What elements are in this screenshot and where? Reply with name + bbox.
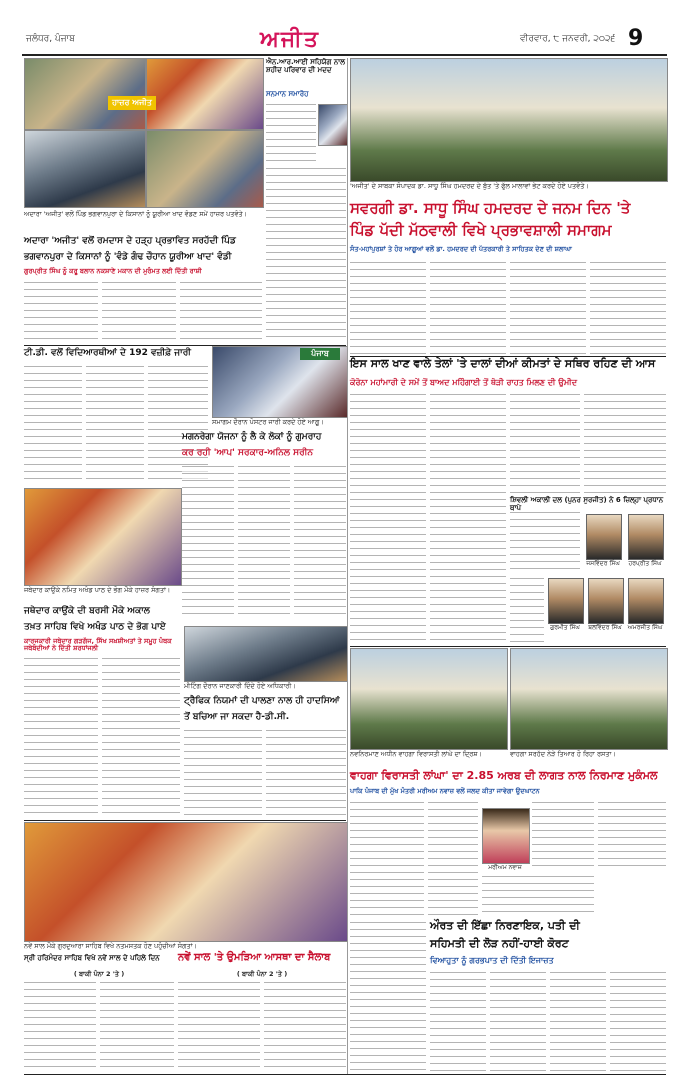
portrait-1	[586, 514, 622, 560]
story3-headline: ਸਵਰਗੀ ਡਾ. ਸਾਧੂ ਸਿੰਘ ਹਮਦਰਦ ਦੇ ਜਨਮ ਦਿਨ 'ਤੇ	[350, 199, 631, 217]
story10-col-4	[598, 802, 666, 870]
story12-col-1	[24, 982, 96, 1072]
story5-col-1	[350, 394, 426, 644]
story5-col-2	[430, 394, 506, 644]
story3-col-2	[430, 262, 506, 354]
story8-headline: ਜਥੇਦਾਰ ਕਾਉਂਕੇ ਦੀ ਬਰਸੀ ਮੌਕੇ ਅਕਾਲ	[24, 606, 150, 616]
story11-col-3	[550, 972, 606, 1072]
story11-headline-2: ਸਹਿਮਤੀ ਦੀ ਲੋੜ ਨਹੀਂ-ਹਾਈ ਕੋਰਟ	[430, 937, 569, 950]
story10-col-1	[350, 802, 424, 918]
section-rule-2	[350, 356, 666, 357]
story3-headline-2: ਪਿੰਡ ਪੱਦੀ ਮੱਠਵਾਲੀ ਵਿਖੇ ਪ੍ਰਭਾਵਸ਼ਾਲੀ ਸਮਾਗਮ	[350, 221, 612, 239]
story5-subhead: ਕੋਰੋਨਾ ਮਹਾਂਮਾਰੀ ਦੇ ਸਮੇਂ ਤੋਂ ਬਾਅਦ ਮਹਿੰਗਾਈ ਤੋਂ ਥੋੜੀ ਰਾਹਤ ਮਿਲਣ ਦੀ ਉਮੀਦ	[350, 378, 577, 387]
ajit-banner: ਹਾਜ਼ਰ ਅਜੀਤ	[108, 96, 156, 110]
story1-headline: ਅਦਾਰਾ 'ਅਜੀਤ' ਵਲੋਂ ਰਮਦਾਸ ਦੇ ਹੜ੍ਹ ਪ੍ਰਭਾਵਿਤ ਸਰਹੱਦੀ ਪਿੰਡ	[24, 236, 236, 246]
story9-headline-2: ਤੋਂ ਬਚਿਆ ਜਾ ਸਕਦਾ ਹੈ-ਡੀ.ਸੀ.	[184, 712, 290, 722]
story9-headline: ਟ੍ਰੈਫਿਕ ਨਿਯਮਾਂ ਦੀ ਪਾਲਣਾ ਨਾਲ ਹੀ ਹਾਦਸਿਆਂ	[184, 696, 340, 706]
photo-fertilizer-distribution-1	[24, 58, 146, 130]
story7-body	[510, 512, 580, 572]
story8-caption: ਜਥੇਦਾਰ ਕਾਉਂਕੇ ਨਮਿਤ ਅਖੰਡ ਪਾਠ ਦੇ ਭੋਗ ਮੌਕੇ ਹਾਜ਼ਰ ਸੰਗਤਾਂ।	[24, 586, 171, 594]
story5-col-3	[510, 394, 580, 494]
portrait-5-name: ਅਮਰਜੀਤ ਸਿੰਘ	[627, 624, 663, 631]
story7-body-cont	[510, 578, 544, 642]
story9-caption: ਮੀਟਿੰਗ ਦੌਰਾਨ ਜਾਣਕਾਰੀ ਦਿੰਦੇ ਹੋਏ ਅਧਿਕਾਰੀ।	[184, 682, 296, 690]
story2-body-cont	[266, 168, 346, 338]
story13-caption: ਸਮਾਗਮ ਦੌਰਾਨ ਪੋਸਟਰ ਜਾਰੀ ਕਰਦੇ ਹੋਏ ਆਗੂ।	[212, 418, 324, 426]
portrait-1-name: ਜਸਵਿੰਦਰ ਸਿੰਘ	[586, 560, 620, 567]
story8-col-1	[24, 658, 98, 818]
maryam-nawaz-label: ਮਰੀਅਮ ਨਵਾਜ਼	[488, 864, 522, 871]
portrait-3-name: ਗੁਰਮੀਤ ਸਿੰਘ	[550, 624, 580, 631]
story12-jump-2: ( ਬਾਕੀ ਪੰਨਾ 2 'ਤੇ )	[236, 970, 288, 978]
story12-col-2	[100, 982, 174, 1072]
story12-headline: ਸ੍ਰੀ ਹਰਿਮੰਦਰ ਸਾਹਿਬ ਵਿਖੇ ਨਵੇਂ ਸਾਲ ਦੇ ਪਹਿਲੇ ਦਿਨ	[24, 954, 160, 962]
story1-col-2	[102, 282, 176, 344]
story2-body	[266, 104, 316, 164]
story12-headline-2: ਨਵੇਂ ਸਾਲ 'ਤੇ ਉਮੜਿਆ ਆਸਥਾ ਦਾ ਸੈਲਾਬ	[178, 952, 331, 963]
story8-col-2	[102, 658, 180, 818]
story3-col-3	[510, 262, 586, 354]
photo-heritage-corridor-2	[510, 648, 668, 750]
story1-caption: ਅਦਾਰਾ 'ਅਜੀਤ' ਵਲੋਂ ਪਿੰਡ ਭਗਵਾਨਪੁਰਾ ਦੇ ਕਿਸਾਨਾਂ ਨੂੰ ਯੂਰੀਆ ਖਾਦ ਵੰਡਣ ਸਮੇਂ ਹਾਜ਼ਰ ਪਤਵੰਤੇ।	[24, 210, 248, 218]
story9-col-1	[184, 730, 262, 818]
story10-headline: ਵਾਹਗਾ ਵਿਰਾਸਤੀ ਲਾਂਘਾ' ਦਾ 2.85 ਅਰਬ ਦੀ ਲਾਗਤ ਨਾਲ ਨਿਰਮਾਣ ਮੁਕੰਮਲ	[350, 769, 658, 782]
story11-col-2	[490, 972, 546, 1072]
story5-headline: ਇਸ ਸਾਲ ਖਾਣ ਵਾਲੇ ਤੇਲਾਂ 'ਤੇ ਦਾਲਾਂ ਦੀਆਂ ਕੀਮਤਾਂ ਦੇ ਸਥਿਰ ਰਹਿਣ ਦੀ ਆਸ	[350, 357, 656, 370]
story10-col-2	[428, 802, 478, 918]
story3-subhead: ਸੰਤ-ਮਹਾਂਪੁਰਸ਼ਾਂ ਤੇ ਹੋਰ ਆਗੂਆਂ ਵਲੋਂ ਡਾ. ਹਮਦਰਦ ਦੀ ਪੱਤਰਕਾਰੀ ਤੇ ਸਾਹਿਤਕ ਦੇਣ ਦੀ ਸ਼ਲਾਘਾ	[350, 245, 572, 253]
story4-col-3	[148, 366, 208, 482]
story4-headline: ਟੀ.ਡੀ. ਵਲੋਂ ਵਿਦਿਆਰਥੀਆਂ ਦੇ 192 ਵਜ਼ੀਫ਼ੇ ਜਾਰੀ	[24, 348, 191, 358]
story6-headline: ਮਗਨਰੇਗਾ ਯੋਜਨਾ ਨੂੰ ਲੈ ਕੇ ਲੋਕਾਂ ਨੂੰ ਗੁਮਰਾਹ	[182, 432, 322, 442]
portrait-3	[548, 578, 584, 624]
story1-col-1	[24, 282, 98, 344]
photo-fertilizer-distribution-2	[146, 58, 264, 130]
story12-col-4	[264, 982, 346, 1072]
story6-col-3	[294, 466, 346, 620]
story1-headline-2: ਭਗਵਾਨਪੁਰਾ ਦੇ ਕਿਸਾਨਾਂ ਨੂੰ 'ਵੰਡੇ ਗੰਢ ਚੌਹਾਨ ਯੂਰੀਆ ਖਾਦ' ਵੰਡੀ	[24, 252, 232, 262]
story6-col-2	[238, 466, 290, 620]
story4-col-2	[86, 366, 144, 482]
photo-akhand-path	[24, 488, 182, 586]
portrait-4-name: ਬਲਵਿੰਦਰ ਸਿੰਘ	[588, 624, 622, 631]
photo-fertilizer-distribution-3	[24, 130, 146, 208]
photo-memorial-event	[350, 58, 668, 182]
story10-subhead: ਪਾਕਿ ਪੰਜਾਬ ਦੀ ਮੁੱਖ ਮੰਤਰੀ ਮਰੀਅਮ ਨਵਾਜ਼ ਵਲੋਂ ਜਲਦ ਕੀਤਾ ਜਾਵੇਗਾ ਉਦਘਾਟਨ	[350, 787, 540, 795]
story10-col-6	[350, 922, 426, 1072]
story3-col-1	[350, 262, 426, 354]
story11-subhead: ਵਿਆਹੁਤਾ ਨੂੰ ਗਰਭਪਾਤ ਦੀ ਦਿੱਤੀ ਇਜਾਜ਼ਤ	[430, 956, 554, 965]
story12-col-3	[178, 982, 260, 1072]
story11-headline: ਔਰਤ ਦੀ ਇੱਛਾ ਨਿਰਣਾਇਕ, ਪਤੀ ਦੀ	[430, 919, 580, 932]
column-rule-center	[347, 58, 348, 1074]
story12-caption: ਨਵੇਂ ਸਾਲ ਮੌਕੇ ਗੁਰਦੁਆਰਾ ਸਾਹਿਬ ਵਿਖੇ ਨਤਮਸਤਕ ਹੋਣ ਪਹੁੰਚੀਆਂ ਸੰਗਤਾਂ।	[24, 942, 197, 950]
story10-col-5	[482, 876, 594, 918]
print-slug	[0, 0, 687, 14]
story7-headline: ਸ਼ਿਵਲੀ ਅਕਾਲੀ ਦਲ (ਪੁਨਰ ਸੁਰਜੀਤ) ਨੇ 6 ਜ਼ਿਲ੍ਹਾ ਪ੍ਰਧਾਨ ਥਾਪੇ	[510, 496, 664, 513]
photo-traffic-meeting	[184, 626, 348, 682]
page-number: 9	[628, 26, 644, 51]
portrait-5	[628, 578, 664, 624]
portrait-maryam-nawaz	[482, 808, 530, 864]
story11-col-1	[430, 972, 486, 1072]
section-rule-1	[24, 345, 346, 346]
story10-caption-1: ਨਵਨਿਰਮਾਣ ਅਧੀਨ ਵਾਹਗਾ ਵਿਰਾਸਤੀ ਲਾਂਘੇ ਦਾ ਦ੍ਰਿਸ਼।	[350, 750, 482, 758]
photo-heritage-corridor-1	[350, 648, 508, 750]
portrait-2	[628, 514, 664, 560]
section-rule-3	[350, 646, 666, 647]
story1-col-3	[180, 282, 262, 344]
story1-subhead: ਗੁਰਪ੍ਰੀਤ ਸਿੰਘ ਨੂੰ ਕਰੂ ਬਲਾਨ ਨਕਸ਼ਾਣੇ ਮਕਾਨ ਦੀ ਮੁਰੰਮਤ ਲਈ ਦਿੱਤੀ ਰਾਸ਼ੀ	[24, 267, 202, 275]
story10-col-3	[532, 802, 594, 870]
story6-col-1	[182, 466, 234, 620]
story9-col-2	[266, 730, 346, 818]
story11-col-4	[610, 972, 666, 1072]
newspaper-title: ਅਜੀਤ	[260, 26, 320, 52]
story3-caption: 'ਅਜੀਤ' ਦੇ ਸਾਬਕਾ ਸੰਪਾਦਕ ਡਾ. ਸਾਧੂ ਸਿੰਘ ਹਮਦਰਦ ਦੇ ਬੁੱਤ 'ਤੇ ਫੁੱਲ ਮਾਲਾਵਾਂ ਭੇਟ ਕਰਦੇ ਹੋਏ ਪਤਵੰਤੇ।	[350, 182, 589, 190]
story5-col-4	[584, 394, 666, 494]
story2-kicker: ਸਨਮਾਨ ਸਮਾਰੋਹ	[266, 90, 309, 98]
header-location: ਜਲੰਧਰ, ਪੰਜਾਬ	[26, 34, 75, 44]
story3-col-4	[590, 262, 666, 354]
story6-headline-2: ਕਰ ਰਹੀ 'ਆਪ' ਸਰਕਾਰ-ਅਨਿਲ ਸਰੀਨ	[182, 448, 314, 458]
photo-fertilizer-distribution-4	[146, 130, 264, 208]
section-rule-4	[24, 820, 346, 821]
issue-date: ਵੀਰਵਾਰ, ੮ ਜਨਵਰੀ, ੨੦੨੬	[520, 34, 616, 44]
story12-jump-1: ( ਬਾਕੀ ਪੰਨਾ 2 'ਤੇ )	[73, 970, 125, 978]
punjab-logo: ਪੰਜਾਬ	[300, 348, 340, 360]
footer-rule	[24, 1074, 666, 1075]
story2-portrait	[318, 104, 348, 146]
photo-new-year-sangat	[24, 822, 348, 942]
story10-caption-2: ਵਾਹਗਾ ਸਰਹੱਦ ਨੇੜੇ ਤਿਆਰ ਹੋ ਰਿਹਾ ਰਸਤਾ।	[510, 750, 616, 758]
portrait-4	[588, 578, 624, 624]
story8-headline-2: ਤਖ਼ਤ ਸਾਹਿਬ ਵਿਖੇ ਅਖੰਡ ਪਾਠ ਦੇ ਭੋਗ ਪਾਏ	[24, 622, 166, 632]
portrait-2-name: ਹਰਪ੍ਰੀਤ ਸਿੰਘ	[628, 560, 662, 567]
story8-subhead: ਕਾਰਜਕਾਰੀ ਜਥੇਦਾਰ ਗੜਗੱਜ, ਸਿੱਖ ਸਖ਼ਸ਼ੀਅਤਾਂ ਤੇ ਸਮੂਹ ਪੰਥਕ ਜਥੇਬੰਦੀਆਂ ਨੇ ਦਿੱਤੀ ਸ਼ਰਧਾਂਜਲੀ	[24, 637, 172, 653]
story2-headline: ਐਨ.ਆਰ.ਆਈ ਸਹਿਯੋਗ ਨਾਲ ਸ਼ਹੀਦ ਪਰਿਵਾਰ ਦੀ ਮਦਦ	[266, 58, 345, 75]
story4-col-1	[24, 366, 82, 482]
